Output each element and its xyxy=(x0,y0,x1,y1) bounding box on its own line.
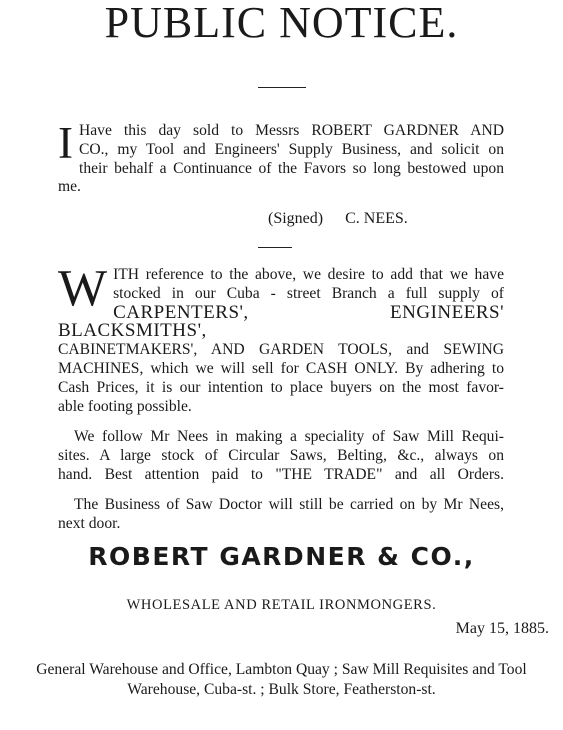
paragraph-line: next door. xyxy=(58,514,121,532)
signed-label: (Signed) xyxy=(268,210,324,227)
paragraph-line: sites. A large stock of Circular Saws, Belting, &c., always on xyxy=(58,446,504,464)
paragraph-line: Cash Prices, it is our intention to place buyers on the most favor- xyxy=(58,378,504,396)
paragraph-saw-doctor xyxy=(58,496,504,534)
paragraph-line: stocked in our Cuba - street Branch a full supply of xyxy=(113,284,504,302)
paragraph-line: Have this day sold to Messrs ROBERT GARDNER AND xyxy=(79,122,504,139)
paragraph-line-trades: CARPENTERS', ENGINEERS' BLACKSMITHS', xyxy=(58,301,504,342)
signatory-name: C. NEES. xyxy=(345,210,408,227)
paragraph-line: hand. Best attention paid to "THE TRADE" and all Orders. xyxy=(58,465,504,483)
firm-description: WHOLESALE AND RETAIL IRONMONGERS. xyxy=(126,597,437,613)
notice-date: May 15, 1885. xyxy=(455,620,549,637)
footer-line: General Warehouse and Office, Lambton Quay ; Saw Mill Requisites and Tool xyxy=(36,661,527,678)
paragraph-line: CABINETMAKERS', AND GARDEN TOOLS, and SEWING xyxy=(58,341,504,359)
divider-middle xyxy=(258,247,292,248)
drop-cap-i: I xyxy=(58,118,73,168)
paragraph-line: their behalf a Continuance of the Favors so long bestowed upon xyxy=(79,159,504,177)
footer-line: Warehouse, Cuba-st. ; Bulk Store, Featherston-st. xyxy=(127,681,436,698)
firm-name: ROBERT GARDNER & CO., xyxy=(88,542,475,571)
divider-top xyxy=(258,87,306,88)
paragraph-line: MACHINES, which we will sell for CASH ONLY. By adhering to xyxy=(58,359,504,377)
signature-line xyxy=(268,210,408,228)
paragraph-line: The Business of Saw Doctor will still be carried on by Mr Nees, xyxy=(74,496,504,513)
paragraph-line: able footing possible. xyxy=(58,397,192,415)
drop-cap-w: W xyxy=(58,260,108,317)
paragraph-reference xyxy=(58,260,504,416)
paragraph-line: We follow Mr Nees in making a speciality of Saw Mill Requi- xyxy=(74,428,504,445)
paragraph-line: me. xyxy=(58,178,81,196)
paragraph-line: CO., my Tool and Engineers' Supply Business, and solicit on xyxy=(79,140,504,158)
paragraph-line: ITH reference to the above, we desire to add that we have xyxy=(113,266,504,283)
notice-title: PUBLIC NOTICE. xyxy=(104,0,459,47)
paragraph-sale xyxy=(58,118,504,197)
paragraph-saw-mill xyxy=(58,428,504,484)
address-footer xyxy=(0,660,563,700)
